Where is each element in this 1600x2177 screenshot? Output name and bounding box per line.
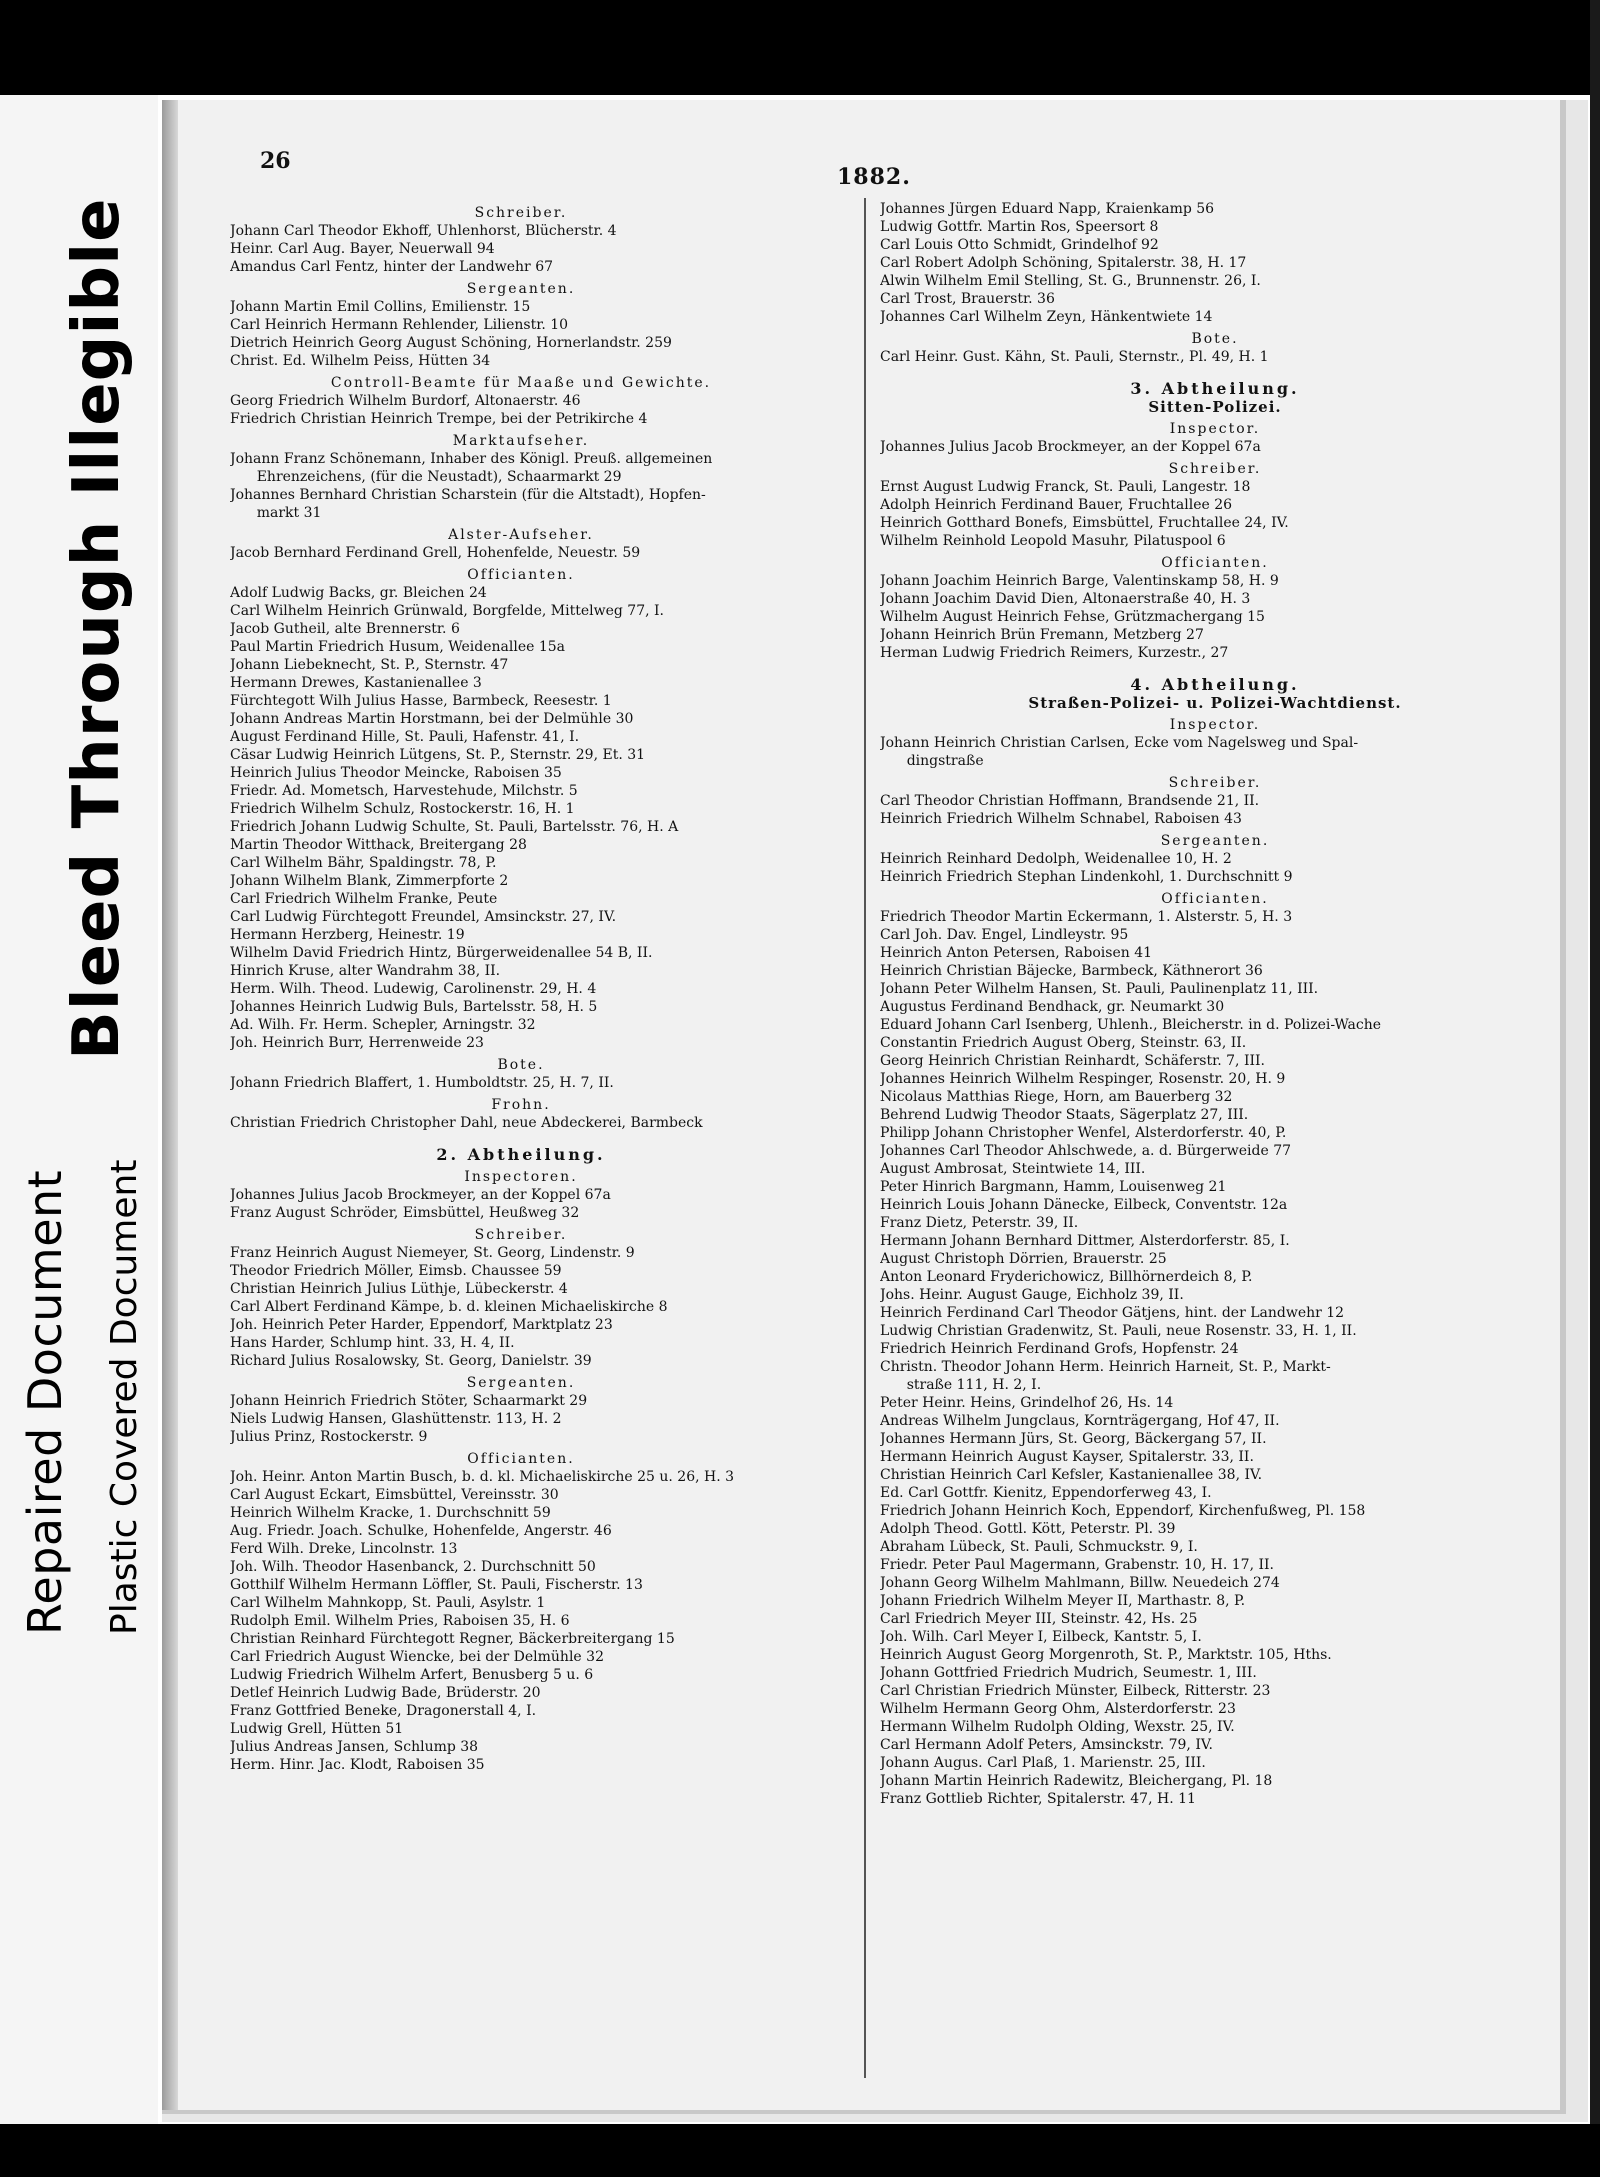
directory-entry: Hermann Heinrich August Kayser, Spitalerstr. 33, II. bbox=[880, 1449, 1254, 1465]
directory-entry: Johann Heinrich Christian Carlsen, Ecke vom Nagelsweg und Spal- bbox=[880, 735, 1359, 751]
right-section bbox=[880, 398, 1550, 416]
directory-entry: Georg Heinrich Christian Reinhardt, Schäferstr. 7, III. bbox=[880, 1053, 1265, 1069]
right-section bbox=[880, 890, 1550, 1808]
section-heading: Officianten. bbox=[1161, 555, 1269, 571]
left-section bbox=[230, 1096, 812, 1132]
directory-entry: Carl Friedrich August Wiencke, bei der Delmühle 32 bbox=[230, 1649, 604, 1665]
directory-entry: Heinrich Friedrich Wilhelm Schnabel, Raboisen 43 bbox=[880, 811, 1242, 827]
directory-entry: Joh. Heinr. Anton Martin Busch, b. d. kl. Michaeliskirche 25 u. 26, H. 3 bbox=[230, 1469, 735, 1485]
left-section bbox=[230, 1450, 812, 1774]
directory-entry: Carl Wilhelm Heinrich Grünwald, Borgfelde, Mittelweg 77, I. bbox=[230, 603, 664, 619]
scan-border-top bbox=[0, 0, 1600, 95]
directory-entry: Hermann Herzberg, Heinestr. 19 bbox=[230, 927, 465, 943]
directory-entry: Franz Heinrich August Niemeyer, St. Georg, Lindenstr. 9 bbox=[230, 1245, 635, 1261]
directory-entry: Adolph Heinrich Ferdinand Bauer, Fruchtallee 26 bbox=[880, 497, 1233, 513]
directory-entry: Carl Friedrich Meyer III, Steinstr. 42, Hs. 25 bbox=[880, 1611, 1198, 1627]
directory-entry: Behrend Ludwig Theodor Staats, Sägerplatz 27, III. bbox=[880, 1107, 1249, 1123]
directory-entry: Johann Georg Wilhelm Mahlmann, Billw. Neuedeich 274 bbox=[880, 1575, 1280, 1591]
right-section bbox=[880, 554, 1550, 662]
directory-entry: Johann Liebeknecht, St. P., Sternstr. 47 bbox=[230, 657, 509, 673]
section-heading: Alster-Aufseher. bbox=[448, 527, 594, 543]
directory-entry: Johann Peter Wilhelm Hansen, St. Pauli, Paulinenplatz 11, III. bbox=[880, 981, 1319, 997]
section-heading: Inspector. bbox=[1169, 717, 1261, 733]
directory-entry: Eduard Johann Carl Isenberg, Uhlenh., Bleicherstr. in d. Polizei-Wache bbox=[880, 1017, 1382, 1033]
directory-entry: Franz August Schröder, Eimsbüttel, Heußweg 32 bbox=[230, 1205, 580, 1221]
directory-entry: Franz Gottlieb Richter, Spitalerstr. 47, H. 11 bbox=[880, 1791, 1196, 1807]
page-number: 26 bbox=[260, 148, 291, 174]
page-sheet bbox=[162, 100, 1566, 2114]
bleed-through-label: Bleed Through Illegible bbox=[60, 197, 134, 1060]
directory-entry: Heinrich Louis Johann Dänecke, Eilbeck, Conventstr. 12a bbox=[880, 1197, 1288, 1213]
directory-entry: Julius Andreas Jansen, Schlump 38 bbox=[230, 1739, 479, 1755]
section-heading: Bote. bbox=[1191, 331, 1239, 347]
directory-entry: Johs. Heinr. August Gauge, Eichholz 39, II. bbox=[880, 1287, 1184, 1303]
section-heading: Straßen-Polizei- u. Polizei-Wachtdienst. bbox=[1028, 694, 1402, 712]
directory-entry: Johann Friedrich Wilhelm Meyer II, Marthastr. 8, P. bbox=[880, 1593, 1246, 1609]
directory-entry: Johann Gottfried Friedrich Mudrich, Seumestr. 1, III. bbox=[880, 1665, 1257, 1681]
division-heading: 3. Abtheilung. bbox=[1130, 379, 1300, 398]
section-heading: Inspector. bbox=[1169, 421, 1261, 437]
left-section bbox=[230, 1056, 812, 1092]
directory-entry: Aug. Friedr. Joach. Schulke, Hohenfelde, Angerstr. 46 bbox=[230, 1523, 612, 1539]
right-column bbox=[880, 200, 1550, 1808]
section-heading: Officianten. bbox=[467, 1451, 575, 1467]
directory-entry: Niels Ludwig Hansen, Glashüttenstr. 113, H. 2 bbox=[230, 1411, 562, 1427]
scan-border-bottom bbox=[0, 2124, 1600, 2177]
directory-entry: Hermann Drewes, Kastanienallee 3 bbox=[230, 675, 482, 691]
right-section bbox=[880, 460, 1550, 550]
directory-entry: Carl Ludwig Fürchtegott Freundel, Amsinckstr. 27, IV. bbox=[230, 909, 617, 925]
directory-entry: Joh. Wilh. Theodor Hasenbanck, 2. Durchschnitt 50 bbox=[230, 1559, 596, 1575]
directory-entry: Ferd Wilh. Dreke, Lincolnstr. 13 bbox=[230, 1541, 458, 1557]
directory-entry: Heinrich August Georg Morgenroth, St. P., Marktstr. 105, Hths. bbox=[880, 1647, 1332, 1663]
directory-entry: Richard Julius Rosalowsky, St. Georg, Danielstr. 39 bbox=[230, 1353, 592, 1369]
directory-entry: Carl Wilhelm Bähr, Spaldingstr. 78, P. bbox=[230, 855, 497, 871]
directory-entry: Augustus Ferdinand Bendhack, gr. Neumarkt 30 bbox=[880, 999, 1225, 1015]
directory-entry: Christian Heinrich Julius Lüthje, Lübeckerstr. 4 bbox=[230, 1281, 568, 1297]
directory-entry: Johannes Heinrich Wilhelm Respinger, Rosenstr. 20, H. 9 bbox=[880, 1071, 1286, 1087]
directory-entry: Heinrich Christian Bäjecke, Barmbeck, Käthnerort 36 bbox=[880, 963, 1263, 979]
directory-entry: Herman Ludwig Friedrich Reimers, Kurzestr., 27 bbox=[880, 645, 1229, 661]
directory-entry: Heinrich Friedrich Stephan Lindenkohl, 1. Durchschnitt 9 bbox=[880, 869, 1293, 885]
left-section bbox=[230, 1146, 812, 1164]
section-heading: Schreiber. bbox=[474, 1227, 568, 1243]
directory-entry: Heinrich Gotthard Bonefs, Eimsbüttel, Fruchtallee 24, IV. bbox=[880, 515, 1289, 531]
directory-entry: Hermann Wilhelm Rudolph Olding, Wexstr. 25, IV. bbox=[880, 1719, 1235, 1735]
directory-entry: Andreas Wilhelm Jungclaus, Kornträgergang, Hof 47, II. bbox=[880, 1413, 1280, 1429]
right-section bbox=[880, 774, 1550, 828]
directory-entry: Carl Christian Friedrich Münster, Eilbeck, Ritterstr. 23 bbox=[880, 1683, 1271, 1699]
directory-entry: Julius Prinz, Rostockerstr. 9 bbox=[230, 1429, 428, 1445]
directory-entry: Detlef Heinrich Ludwig Bade, Brüderstr. 20 bbox=[230, 1685, 541, 1701]
right-section bbox=[880, 716, 1550, 770]
directory-entry: Friedr. Peter Paul Magermann, Grabenstr. 10, H. 17, II. bbox=[880, 1557, 1274, 1573]
directory-entry: Herm. Hinr. Jac. Klodt, Raboisen 35 bbox=[230, 1757, 485, 1773]
directory-entry: August Ambrosat, Steintwiete 14, III. bbox=[880, 1161, 1146, 1177]
right-section bbox=[880, 832, 1550, 886]
directory-entry: Hermann Johann Bernhard Dittmer, Alsterdorferstr. 85, I. bbox=[880, 1233, 1290, 1249]
directory-entry: Heinrich Ferdinand Carl Theodor Gätjens, hint. der Landwehr 12 bbox=[880, 1305, 1345, 1321]
directory-entry: Joh. Heinrich Peter Harder, Eppendorf, Marktplatz 23 bbox=[230, 1317, 613, 1333]
section-heading: Sergeanten. bbox=[1160, 833, 1270, 849]
directory-entry: Paul Martin Friedrich Husum, Weidenallee 15a bbox=[230, 639, 565, 655]
directory-entry: Johann Franz Schönemann, Inhaber des Königl. Preuß. allgemeinen bbox=[230, 451, 713, 467]
left-section bbox=[230, 1374, 812, 1446]
directory-entry: Carl Trost, Brauerstr. 36 bbox=[880, 291, 1055, 307]
directory-entry: Johann Heinrich Friedrich Stöter, Schaarmarkt 29 bbox=[230, 1393, 588, 1409]
directory-entry: Carl Hermann Adolf Peters, Amsinckstr. 79, IV. bbox=[880, 1737, 1213, 1753]
directory-entry: Hans Harder, Schlump hint. 33, H. 4, II. bbox=[230, 1335, 515, 1351]
right-section bbox=[880, 200, 1550, 326]
scanned-page bbox=[162, 100, 1588, 2122]
directory-entry: Carl Wilhelm Mahnkopp, St. Pauli, Asylstr. 1 bbox=[230, 1595, 546, 1611]
section-heading: Inspectoren. bbox=[464, 1169, 578, 1185]
section-heading: Controll-Beamte für Maaße und Gewichte. bbox=[330, 375, 712, 391]
directory-entry: Carl Albert Ferdinand Kämpe, b. d. kleinen Michaeliskirche 8 bbox=[230, 1299, 668, 1315]
directory-entry: Theodor Friedrich Möller, Eimsb. Chaussee 59 bbox=[230, 1263, 562, 1279]
section-heading: Sitten-Polizei. bbox=[1148, 398, 1282, 416]
directory-entry: Friedr. Ad. Mometsch, Harvestehude, Milchstr. 5 bbox=[230, 783, 578, 799]
directory-entry: Johannes Carl Wilhelm Zeyn, Hänkentwiete 14 bbox=[880, 309, 1213, 325]
section-heading: Bote. bbox=[497, 1057, 545, 1073]
left-section bbox=[230, 280, 812, 370]
scan-border-right bbox=[1590, 0, 1600, 2177]
left-section bbox=[230, 1226, 812, 1370]
directory-entry: Carl Robert Adolph Schöning, Spitalerstr. 38, H. 17 bbox=[880, 255, 1247, 271]
directory-entry: August Ferdinand Hille, St. Pauli, Hafenstr. 41, I. bbox=[230, 729, 580, 745]
directory-entry: Johann Martin Emil Collins, Emilienstr. 15 bbox=[230, 299, 531, 315]
directory-entry: Johann Heinrich Brün Fremann, Metzberg 27 bbox=[880, 627, 1204, 643]
directory-entry: Heinrich Wilhelm Kracke, 1. Durchschnitt 59 bbox=[230, 1505, 551, 1521]
directory-entry: Friedrich Johann Heinrich Koch, Eppendorf, Kirchenfußweg, Pl. 158 bbox=[880, 1503, 1366, 1519]
left-section bbox=[230, 566, 812, 1052]
directory-entry: Friedrich Johann Ludwig Schulte, St. Pauli, Bartelsstr. 76, H. A bbox=[230, 819, 679, 835]
directory-entry: Christian Friedrich Christopher Dahl, neue Abdeckerei, Barmbeck bbox=[230, 1115, 703, 1131]
directory-entry: Johann Andreas Martin Horstmann, bei der Delmühle 30 bbox=[230, 711, 634, 727]
directory-entry: Ed. Carl Gottfr. Kienitz, Eppendorferweg 43, I. bbox=[880, 1485, 1212, 1501]
directory-entry: Johannes Heinrich Ludwig Buls, Bartelsstr. 58, H. 5 bbox=[230, 999, 598, 1015]
directory-entry: Martin Theodor Witthack, Breitergang 28 bbox=[230, 837, 527, 853]
section-heading: Officianten. bbox=[467, 567, 575, 583]
directory-entry: Friedrich Wilhelm Schulz, Rostockerstr. 16, H. 1 bbox=[230, 801, 575, 817]
directory-entry: Wilhelm David Friedrich Hintz, Bürgerweidenallee 54 B, II. bbox=[230, 945, 653, 961]
directory-entry: dingstraße bbox=[880, 753, 984, 769]
directory-entry: Constantin Friedrich August Oberg, Steinstr. 63, II. bbox=[880, 1035, 1247, 1051]
directory-entry: Jacob Gutheil, alte Brennerstr. 6 bbox=[230, 621, 460, 637]
section-heading: Frohn. bbox=[491, 1097, 551, 1113]
left-column bbox=[230, 200, 812, 1774]
directory-entry: Franz Gottfried Beneke, Dragonerstall 4, I. bbox=[230, 1703, 537, 1719]
directory-entry: Johann Martin Heinrich Radewitz, Bleichergang, Pl. 18 bbox=[880, 1773, 1273, 1789]
left-section bbox=[230, 1168, 812, 1222]
directory-entry: Carl Louis Otto Schmidt, Grindelhof 92 bbox=[880, 237, 1159, 253]
directory-entry: Wilhelm August Heinrich Fehse, Grützmachergang 15 bbox=[880, 609, 1265, 625]
directory-entry: Carl Joh. Dav. Engel, Lindleystr. 95 bbox=[880, 927, 1129, 943]
directory-entry: Johann Carl Theodor Ekhoff, Uhlenhorst, Blücherstr. 4 bbox=[230, 223, 617, 239]
directory-entry: Carl Heinrich Hermann Rehlender, Lilienstr. 10 bbox=[230, 317, 569, 333]
directory-entry: Johann Joachim David Dien, Altonaerstraße 40, H. 3 bbox=[880, 591, 1251, 607]
page-year: 1882. bbox=[837, 164, 911, 190]
left-section bbox=[230, 204, 812, 276]
directory-entry: Johann Wilhelm Blank, Zimmerpforte 2 bbox=[230, 873, 509, 889]
right-section bbox=[880, 694, 1550, 712]
directory-entry: Adolf Ludwig Backs, gr. Bleichen 24 bbox=[230, 585, 487, 601]
right-section bbox=[880, 380, 1550, 398]
right-section bbox=[880, 330, 1550, 366]
directory-entry: Joh. Heinrich Burr, Herrenweide 23 bbox=[230, 1035, 484, 1051]
directory-entry: Alwin Wilhelm Emil Stelling, St. G., Brunnenstr. 26, I. bbox=[880, 273, 1261, 289]
directory-entry: Ludwig Grell, Hütten 51 bbox=[230, 1721, 404, 1737]
directory-entry: Heinrich Anton Petersen, Raboisen 41 bbox=[880, 945, 1153, 961]
directory-entry: Carl Heinr. Gust. Kähn, St. Pauli, Sternstr., Pl. 49, H. 1 bbox=[880, 349, 1269, 365]
directory-entry: Christian Heinrich Carl Kefsler, Kastanienallee 38, IV. bbox=[880, 1467, 1263, 1483]
directory-entry: Gotthilf Wilhelm Hermann Löffler, St. Pauli, Fischerstr. 13 bbox=[230, 1577, 643, 1593]
right-section bbox=[880, 420, 1550, 456]
left-section bbox=[230, 374, 812, 428]
section-heading: Schreiber. bbox=[474, 205, 568, 221]
left-section bbox=[230, 432, 812, 522]
right-section bbox=[880, 676, 1550, 694]
directory-entry: Johann Friedrich Blaffert, 1. Humboldtstr. 25, H. 7, II. bbox=[230, 1075, 614, 1091]
directory-entry: Ernst August Ludwig Franck, St. Pauli, Langestr. 18 bbox=[880, 479, 1251, 495]
directory-entry: markt 31 bbox=[230, 505, 322, 521]
directory-entry: Christ. Ed. Wilhelm Peiss, Hütten 34 bbox=[230, 353, 491, 369]
directory-entry: Friedrich Theodor Martin Eckermann, 1. Alsterstr. 5, H. 3 bbox=[880, 909, 1293, 925]
directory-entry: Anton Leonard Fryderichowicz, Billhörnerdeich 8, P. bbox=[880, 1269, 1253, 1285]
directory-entry: Heinr. Carl Aug. Bayer, Neuerwall 94 bbox=[230, 241, 495, 257]
directory-entry: Hinrich Kruse, alter Wandrahm 38, II. bbox=[230, 963, 501, 979]
directory-entry: Nicolaus Matthias Riege, Horn, am Bauerberg 32 bbox=[880, 1089, 1233, 1105]
directory-entry: Johannes Hermann Jürs, St. Georg, Bäckergang 57, II. bbox=[880, 1431, 1267, 1447]
directory-entry: Herm. Wilh. Theod. Ludewig, Carolinenstr. 29, H. 4 bbox=[230, 981, 597, 997]
section-heading: Schreiber. bbox=[1168, 461, 1262, 477]
directory-entry: Johann Augus. Carl Plaß, 1. Marienstr. 25, III. bbox=[880, 1755, 1206, 1771]
directory-entry: Johannes Bernhard Christian Scharstein (für die Altstadt), Hopfen- bbox=[230, 487, 706, 503]
section-heading: Sergeanten. bbox=[466, 1375, 576, 1391]
section-heading: Officianten. bbox=[1161, 891, 1269, 907]
section-heading: Schreiber. bbox=[1168, 775, 1262, 791]
directory-entry: Christn. Theodor Johann Herm. Heinrich Harneit, St. P., Markt- bbox=[880, 1359, 1331, 1375]
directory-entry: Carl Friedrich Wilhelm Franke, Peute bbox=[230, 891, 498, 907]
directory-entry: Joh. Wilh. Carl Meyer I, Eilbeck, Kantstr. 5, I. bbox=[880, 1629, 1202, 1645]
directory-entry: Franz Dietz, Peterstr. 39, II. bbox=[880, 1215, 1079, 1231]
directory-entry: Friedrich Heinrich Ferdinand Grofs, Hopfenstr. 24 bbox=[880, 1341, 1239, 1357]
directory-entry: Christian Reinhard Fürchtegott Regner, Bäckerbreitergang 15 bbox=[230, 1631, 675, 1647]
directory-entry: straße 111, H. 2, I. bbox=[880, 1377, 1042, 1393]
directory-entry: Ludwig Friedrich Wilhelm Arfert, Benusberg 5 u. 6 bbox=[230, 1667, 594, 1683]
directory-entry: Johannes Julius Jacob Brockmeyer, an der Koppel 67a bbox=[230, 1187, 611, 1203]
directory-entry: Johannes Julius Jacob Brockmeyer, an der Koppel 67a bbox=[880, 439, 1261, 455]
directory-entry: Philipp Johann Christopher Wenfel, Alsterdorferstr. 40, P. bbox=[880, 1125, 1287, 1141]
directory-entry: Cäsar Ludwig Heinrich Lütgens, St. P., Sternstr. 29, Et. 31 bbox=[230, 747, 646, 763]
section-heading: Sergeanten. bbox=[466, 281, 576, 297]
column-divider bbox=[864, 198, 866, 2078]
directory-entry: Ludwig Gottfr. Martin Ros, Speersort 8 bbox=[880, 219, 1159, 235]
page-spine bbox=[162, 100, 178, 2110]
repaired-document-label: Repaired Document bbox=[18, 1169, 72, 1635]
directory-entry: Fürchtegott Wilh Julius Hasse, Barmbeck, Reesestr. 1 bbox=[230, 693, 612, 709]
directory-entry: Friedrich Christian Heinrich Trempe, bei der Petrikirche 4 bbox=[230, 411, 648, 427]
directory-entry: Jacob Bernhard Ferdinand Grell, Hohenfelde, Neuestr. 59 bbox=[230, 545, 641, 561]
directory-entry: Johannes Jürgen Eduard Napp, Kraienkamp 56 bbox=[880, 201, 1215, 217]
plastic-covered-label: Plastic Covered Document bbox=[104, 1159, 145, 1635]
directory-entry: Ehrenzeichens, (für die Neustadt), Schaarmarkt 29 bbox=[230, 469, 622, 485]
division-heading: 4. Abtheilung. bbox=[1130, 675, 1300, 694]
directory-entry: Amandus Carl Fentz, hinter der Landwehr 67 bbox=[230, 259, 554, 275]
directory-entry: Johannes Carl Theodor Ahlschwede, a. d. Bürgerweide 77 bbox=[880, 1143, 1292, 1159]
directory-entry: Ad. Wilh. Fr. Herm. Schepler, Arningstr. 32 bbox=[230, 1017, 536, 1033]
directory-entry: Carl August Eckart, Eimsbüttel, Vereinsstr. 30 bbox=[230, 1487, 559, 1503]
directory-entry: Heinrich Julius Theodor Meincke, Raboisen 35 bbox=[230, 765, 562, 781]
directory-entry: Peter Hinrich Bargmann, Hamm, Louisenweg 21 bbox=[880, 1179, 1227, 1195]
directory-entry: Johann Joachim Heinrich Barge, Valentinskamp 58, H. 9 bbox=[880, 573, 1279, 589]
directory-entry: Abraham Lübeck, St. Pauli, Schmuckstr. 9, I. bbox=[880, 1539, 1198, 1555]
directory-entry: Rudolph Emil. Wilhelm Pries, Raboisen 35, H. 6 bbox=[230, 1613, 570, 1629]
section-heading: Marktaufseher. bbox=[452, 433, 590, 449]
division-heading: 2. Abtheilung. bbox=[436, 1145, 606, 1164]
directory-entry: Georg Friedrich Wilhelm Burdorf, Altonaerstr. 46 bbox=[230, 393, 581, 409]
directory-entry: Adolph Theod. Gottl. Kött, Peterstr. Pl. 39 bbox=[880, 1521, 1176, 1537]
directory-entry: Carl Theodor Christian Hoffmann, Brandsende 21, II. bbox=[880, 793, 1260, 809]
directory-entry: Wilhelm Reinhold Leopold Masuhr, Pilatuspool 6 bbox=[880, 533, 1226, 549]
directory-entry: Peter Heinr. Heins, Grindelhof 26, Hs. 14 bbox=[880, 1395, 1174, 1411]
directory-entry: Wilhelm Hermann Georg Ohm, Alsterdorferstr. 23 bbox=[880, 1701, 1236, 1717]
directory-entry: August Christoph Dörrien, Brauerstr. 25 bbox=[880, 1251, 1167, 1267]
left-section bbox=[230, 526, 812, 562]
directory-entry: Heinrich Reinhard Dedolph, Weidenallee 10, H. 2 bbox=[880, 851, 1232, 867]
directory-entry: Ludwig Christian Gradenwitz, St. Pauli, neue Rosenstr. 33, H. 1, II. bbox=[880, 1323, 1357, 1339]
directory-entry: Dietrich Heinrich Georg August Schöning, Hornerlandstr. 259 bbox=[230, 335, 672, 351]
